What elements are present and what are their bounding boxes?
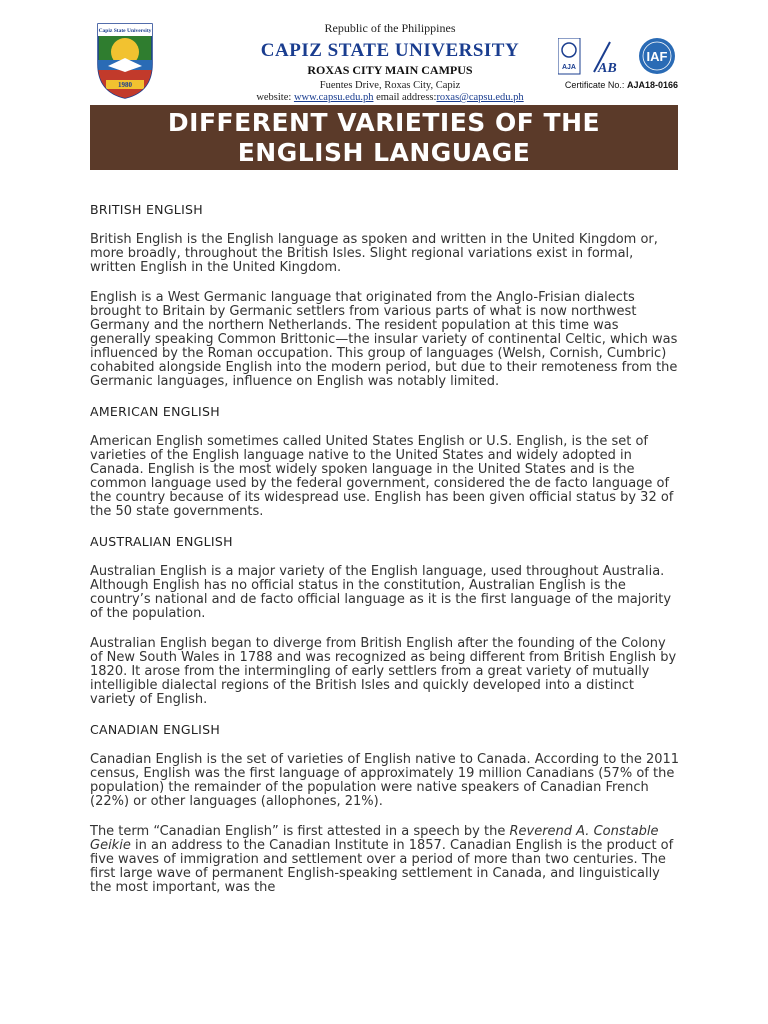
paragraph: Australian English is a major variety of the English language, used throughout Australia. Although English has no official status in the constitution, Australian English is the country’s national and de facto official language as it is the first language of the majority of the population. bbox=[90, 564, 672, 621]
campus-name: ROXAS CITY MAIN CAMPUS bbox=[307, 63, 473, 77]
certificate-number: Certificate No.: AJA18-0166 bbox=[564, 80, 678, 90]
paragraph: English is a West Germanic language that originated from the Anglo-Frisian dialects brought to Britain by Germanic settlers from various parts of what is now northwest Germany and the northern Netherlands. The resident population at this time was generally speaking Common Brittonic—the insular variety of continental Celtic, which was influenced by the Roman occupation. This group of languages (Welsh, Cornish, Cumbric) cohabited alongside English into the modern period, but due to their remoteness from the Germanic languages, influence on English was notably limited. bbox=[90, 290, 678, 389]
certification-logos bbox=[558, 38, 678, 100]
seal-year: 1980 bbox=[118, 81, 132, 89]
university-seal-icon bbox=[94, 20, 156, 100]
svg-text:AJA: AJA bbox=[561, 64, 577, 71]
ab-logo-icon bbox=[594, 42, 617, 76]
section-heading-american: AMERICAN ENGLISH bbox=[90, 404, 220, 419]
address-line: Fuentes Drive, Roxas City, Capiz bbox=[319, 80, 461, 91]
website-link[interactable]: www.capsu.edu.ph bbox=[293, 92, 374, 103]
title-banner bbox=[90, 105, 678, 170]
paragraph: Australian English began to diverge from British English after the founding of the Colony of New South Wales in 1788 and was recognized as being different from British English by 1820. It arose from the intermingling of early settlers from a great variety of mutually intelligible dialectal regions of the British Isles and quickly developed into a distinct variety of English. bbox=[90, 636, 677, 707]
section-heading-canadian: CANADIAN ENGLISH bbox=[90, 722, 221, 737]
document-body bbox=[90, 203, 680, 911]
contact-line bbox=[220, 92, 560, 103]
paragraph: British English is the English language as spoken and written in the United Kingdom or, more broadly, throughout the British Isles. Slight regional variations exist in formal, written English in the United Kingdom. bbox=[90, 232, 658, 275]
title-line-1: DIFFERENT VARIETIES OF THE bbox=[167, 108, 601, 137]
university-name: CAPIZ STATE UNIVERSITY bbox=[260, 40, 520, 61]
section-heading-british: BRITISH ENGLISH bbox=[90, 202, 203, 217]
title-line-2: ENGLISH LANGUAGE bbox=[237, 138, 531, 167]
svg-text:AB: AB bbox=[598, 61, 617, 76]
republic-line: Republic of the Philippines bbox=[324, 21, 456, 35]
iaf-logo-icon bbox=[639, 38, 675, 74]
italic-name: Reverend A. Constable Geikie bbox=[90, 824, 659, 853]
email-label: email address: bbox=[376, 92, 437, 103]
paragraph: American English sometimes called United States English or U.S. English, is the set of varieties of the English language native to the United States and widely adopted in Canada. English is the most widely spoken language in the United States and is the common language used by the federal government, considered the de facto language of the country because of its widespread use. English has been given official status by 32 of the 50 state governments. bbox=[90, 434, 674, 519]
paragraph: The term “Canadian English” is first attested in a speech by the Reverend A. Constable Geikie in an address to the Canadian Institute in 1857. Canadian English is the product of five waves of immigration and settlement over a period of more than two centuries. The first large wave of permanent English-speaking settlement in Canada, and linguistically the most important, was the bbox=[90, 824, 674, 895]
paragraph: Canadian English is the set of varieties of English native to Canada. According to the 2011 census, English was the first language of approximately 19 million Canadians (57% of the population) the remainder of the population were native speakers of Canadian French (22%) or other languages (allophones, 21%). bbox=[90, 752, 680, 809]
svg-text:IAF: IAF bbox=[646, 49, 668, 64]
letterhead bbox=[90, 18, 678, 102]
seal-label: Capiz State University bbox=[98, 28, 152, 34]
website-label: website: bbox=[256, 92, 292, 103]
aja-logo-icon bbox=[558, 38, 580, 74]
email-link[interactable]: roxas@capsu.edu.ph bbox=[436, 92, 524, 103]
section-heading-australian: AUSTRALIAN ENGLISH bbox=[90, 534, 233, 549]
